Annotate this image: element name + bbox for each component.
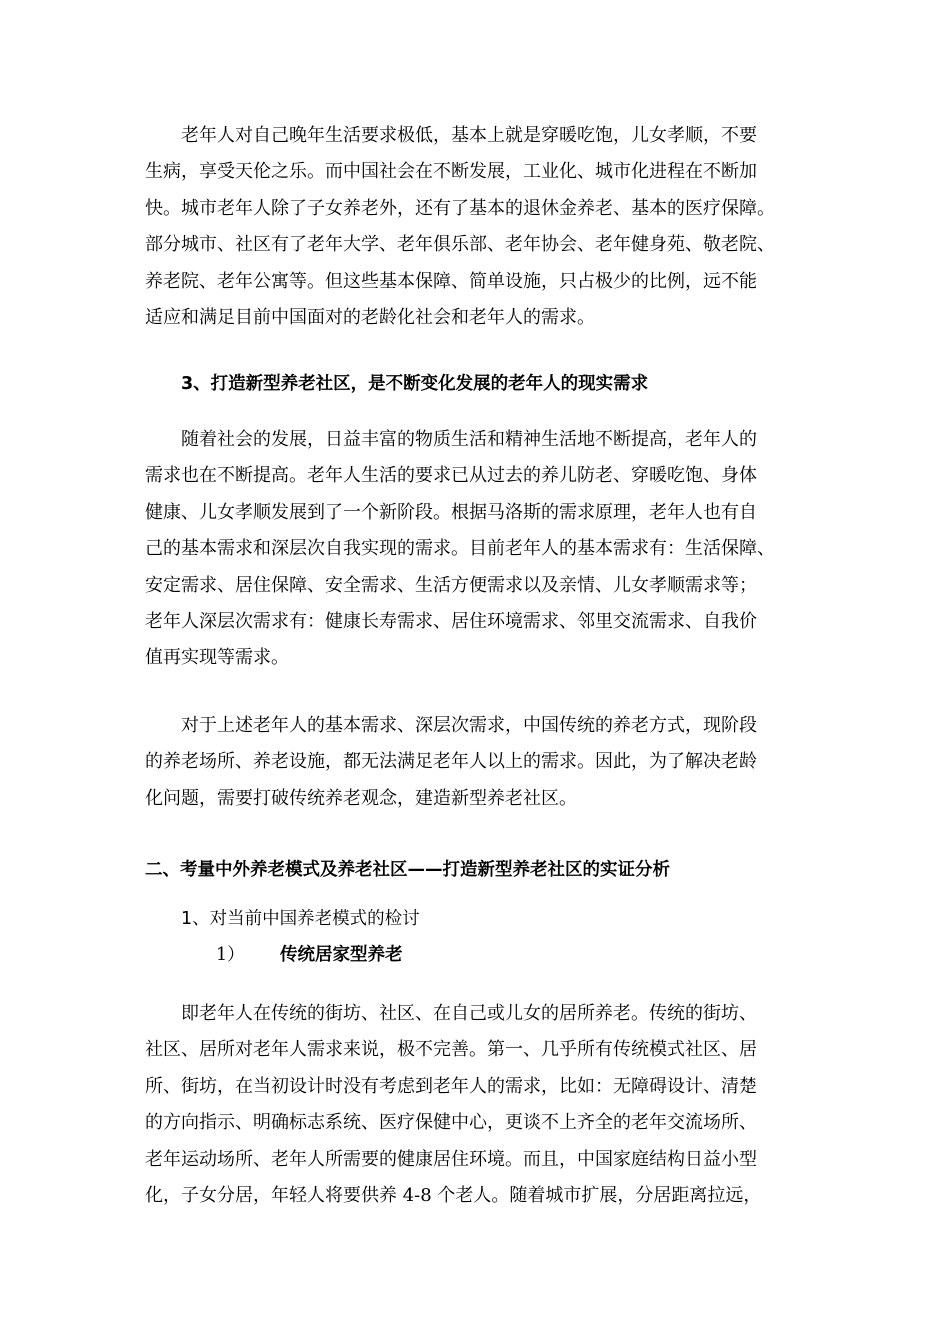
paragraph-line: 部分城市、社区有了老年大学、老年俱乐部、老年协会、老年健身苑、敬老院、 <box>145 234 775 256</box>
paragraph-line: 的养老场所、养老设施，都无法满足老年人以上的需求。因此，为了解决老龄 <box>145 751 757 773</box>
paragraph-line: 化问题，需要打破传统养老观念，建造新型养老社区。 <box>145 787 577 809</box>
paragraph-line: 需求也在不断提高。老年人生活的要求已从过去的养儿防老、穿暖吃饱、身体 <box>145 465 757 487</box>
paragraph-line: 随着社会的发展，日益丰富的物质生活和精神生活地不断提高，老年人的 <box>181 429 757 450</box>
item-1-title: 传统居家型养老 <box>280 945 403 965</box>
paragraph-traditional-home-care <box>145 996 815 1214</box>
paragraph-line: 养老院、老年公寓等。但这些基本保障、简单设施，只占极少的比例，远不能 <box>145 270 757 292</box>
paragraph-line: 健康、儿女孝顺发展到了一个新阶段。根据马洛斯的需求原理，老年人也有自 <box>145 501 757 523</box>
paragraph-line: 生病，享受天伦之乐。而中国社会在不断发展，工业化、城市化进程在不断加 <box>145 161 757 183</box>
paragraph-line: 即老年人在传统的街坊、社区、在自己或儿女的居所养老。传统的街坊、 <box>181 1003 757 1024</box>
paragraph-elderly-basic-needs <box>145 118 815 336</box>
paragraph-line: 老年人对自己晚年生活要求极低，基本上就是穿暖吃饱，儿女孝顺，不要 <box>181 125 757 146</box>
paragraph-line: 老年运动场所、老年人所需要的健康居住环境。而且，中国家庭结构日益小型 <box>145 1148 757 1170</box>
paragraph-line: 值再实现等需求。 <box>145 647 289 669</box>
paragraph-line: 快。城市老年人除了子女养老外，还有了基本的退休金养老、基本的医疗保障。 <box>145 197 775 219</box>
paragraph-line: 化，子女分居，年轻人将要供养 4-8 个老人。随着城市扩展，分居距离拉远， <box>145 1184 762 1206</box>
section-2-heading: 二、考量中外养老模式及养老社区——打造新型养老社区的实证分析 <box>145 860 670 880</box>
paragraph-line: 安定需求、居住保障、安全需求、生活方便需求以及亲情、儿女孝顺需求等； <box>145 574 757 596</box>
paragraph-line: 对于上述老年人的基本需求、深层次需求，中国传统的养老方式，现阶段 <box>181 715 757 736</box>
paragraph-line: 己的基本需求和深层次自我实现的需求。目前老年人的基本需求有：生活保障、 <box>145 538 775 560</box>
item-1-marker: 1） <box>216 945 245 965</box>
paragraph-line: 社区、居所对老年人需求来说，极不完善。第一、几乎所有传统模式社区、居 <box>145 1039 757 1061</box>
paragraph-line: 所、街坊，在当初设计时没有考虑到老年人的需求，比如：无障碍设计、清楚 <box>145 1075 757 1097</box>
heading-3-new-community-demand: 3、打造新型养老社区，是不断变化发展的老年人的现实需求 <box>181 374 649 394</box>
paragraph-line: 老年人深层次需求有：健康长寿需求、居住环境需求、邻里交流需求、自我价 <box>145 610 757 632</box>
paragraph-line: 适应和满足目前中国面对的老龄化社会和老年人的需求。 <box>145 306 595 328</box>
paragraph-conclusion-new-community <box>145 708 815 817</box>
paragraph-changing-needs <box>145 422 815 677</box>
subsection-1-heading: 1、对当前中国养老模式的检讨 <box>181 909 420 929</box>
paragraph-line: 的方向指示、明确标志系统、医疗保健中心，更谈不上齐全的老年交流场所、 <box>145 1112 757 1134</box>
